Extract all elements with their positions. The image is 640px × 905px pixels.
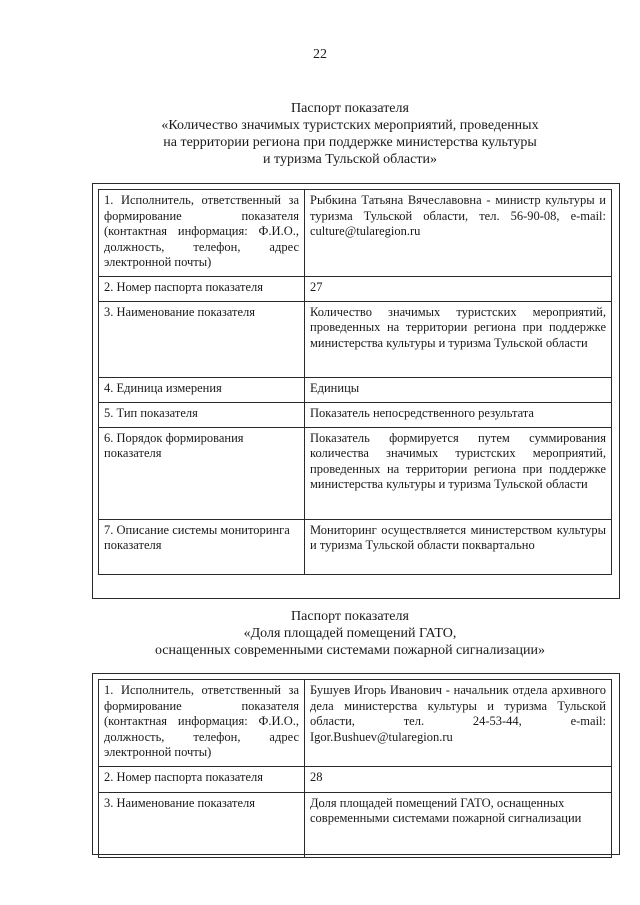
row-value: 27 bbox=[305, 276, 612, 301]
row-label: 7. Описание системы мониторинга показателя bbox=[99, 519, 305, 574]
row-value: 28 bbox=[305, 766, 612, 792]
row-value: Рыбкина Татьяна Вячеславовна - министр культуры и туризма Тульской области, тел. 56-90-08, e-mail: culture@tularegion.ru bbox=[305, 190, 612, 277]
passport-title-2 bbox=[60, 608, 640, 659]
table-row bbox=[99, 680, 612, 767]
title-line: «Количество значимых туристских мероприятий, проведенных bbox=[161, 118, 539, 133]
row-value: Мониторинг осуществляется министерством культуры и туризма Тульской области поквартально bbox=[305, 519, 612, 574]
row-value: Показатель формируется путем суммирования количества значимых туристских мероприятий, проведенных на территории региона при поддержке министерства культуры и туризма Тульской области bbox=[305, 427, 612, 519]
passport-table-1 bbox=[98, 189, 612, 575]
table-row bbox=[99, 377, 612, 402]
title-line: «Доля площадей помещений ГАТО, bbox=[243, 626, 457, 641]
title-line: оснащенных современными системами пожарной сигнализации» bbox=[154, 643, 546, 658]
row-label: 1. Исполнитель, ответственный за формирование показателя (контактная информация: Ф.И.О., должность, телефон, адрес электронной почты) bbox=[99, 190, 305, 277]
table-row bbox=[99, 427, 612, 519]
row-label: 2. Номер паспорта показателя bbox=[99, 766, 305, 792]
row-value: Бушуев Игорь Иванович - начальник отдела архивного дела министерства культуры и туризма Тульской области, тел. 24-53-44, e-mail: Igor.Bushuev@tularegion.ru bbox=[305, 680, 612, 767]
title-line: Паспорт показателя bbox=[291, 609, 409, 624]
page-number: 22 bbox=[313, 47, 327, 62]
title-line: Паспорт показателя bbox=[291, 101, 409, 116]
table-row bbox=[99, 301, 612, 377]
table-row bbox=[99, 766, 612, 792]
row-value: Единицы bbox=[305, 377, 612, 402]
row-label: 1. Исполнитель, ответственный за формирование показателя (контактная информация: Ф.И.О., должность, телефон, адрес электронной почты) bbox=[99, 680, 305, 767]
passport-title-1 bbox=[60, 100, 640, 168]
row-label: 3. Наименование показателя bbox=[99, 301, 305, 377]
row-label: 2. Номер паспорта показателя bbox=[99, 276, 305, 301]
title-line: на территории региона при поддержке министерства культуры bbox=[163, 135, 537, 150]
row-label: 5. Тип показателя bbox=[99, 402, 305, 427]
row-value: Показатель непосредственного результата bbox=[305, 402, 612, 427]
table-row bbox=[99, 519, 612, 574]
row-label: 6. Порядок формирования показателя bbox=[99, 427, 305, 519]
table-row bbox=[99, 792, 612, 857]
passport-table-2 bbox=[98, 679, 612, 858]
row-value: Количество значимых туристских мероприятий, проведенных на территории региона при поддержке министерства культуры и туризма Тульской области bbox=[305, 301, 612, 377]
title-line: и туризма Тульской области» bbox=[263, 152, 437, 167]
table-row bbox=[99, 276, 612, 301]
row-value: Доля площадей помещений ГАТО, оснащенных современными системами пожарной сигнализации bbox=[305, 792, 612, 857]
table-row bbox=[99, 402, 612, 427]
row-label: 3. Наименование показателя bbox=[99, 792, 305, 857]
row-label: 4. Единица измерения bbox=[99, 377, 305, 402]
table-row bbox=[99, 190, 612, 277]
